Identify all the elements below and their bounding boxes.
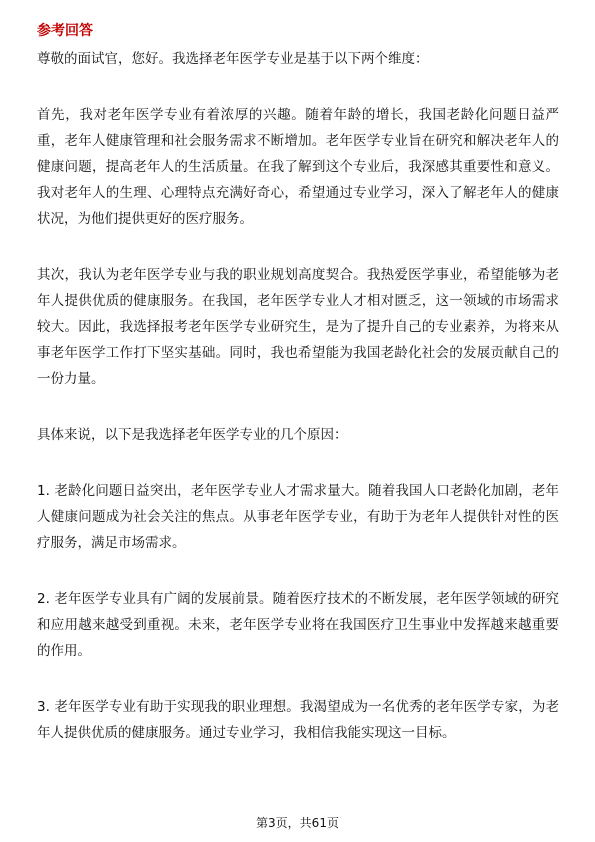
page-content: [37, 20, 559, 746]
paragraph-gap: [37, 664, 559, 694]
paragraph-first-reason: 首先，我对老年医学专业有着浓厚的兴趣。随着年龄的增长，我国老龄化问题日益严重，老年人健康管理和社会服务需求不断增加。老年医学专业旨在研究和解决老年人的健康问题，提高老年人的生活质量。在我了解到这个专业后，我深感其重要性和意义。我对老年人的生理、心理特点充满好奇心，希望通过专业学习，深入了解老年人的健康状况，为他们提供更好的医疗服务。: [37, 107, 559, 227]
paragraph-specific-intro: 具体来说，以下是我选择老年医学专业的几个原因：: [37, 427, 348, 443]
paragraph-second-reason: 其次，我认为老年医学专业与我的职业规划高度契合。我热爱医学事业，希望能够为老年人提供优质的健康服务。在我国，老年医学专业人才相对匮乏，这一领域的市场需求较大。因此，我选择报考老年医学专业研究生，是为了提升自己的专业素养，为将来从事老年医学工作打下坚实基础。同时，我也希望能为我国老龄化社会的发展贡献自己的一份力量。: [37, 267, 559, 387]
paragraph-gap: [37, 232, 559, 262]
paragraph-gap: [37, 448, 559, 478]
paragraph-gap: [37, 392, 559, 422]
paragraph-gap: [37, 556, 559, 586]
paragraph-greeting: 尊敬的面试官，您好。我选择老年医学专业是基于以下两个维度：: [37, 51, 429, 67]
list-item-3: 3. 老年医学专业有助于实现我的职业理想。我渴望成为一名优秀的老年医学专家，为老年人提供优质的健康服务。通过专业学习，我相信我能实现这一目标。: [37, 699, 559, 741]
page-number: 第3页，共61页: [256, 816, 339, 830]
list-item-2: 2. 老年医学专业具有广阔的发展前景。随着医疗技术的不断发展，老年医学领域的研究和应用越来越受到重视。未来，老年医学专业将在我国医疗卫生事业中发挥越来越重要的作用。: [37, 591, 559, 659]
paragraph-gap: [37, 72, 559, 102]
list-item-1: 1. 老龄化问题日益突出，老年医学专业人才需求量大。随着我国人口老龄化加剧，老年人健康问题成为社会关注的焦点。从事老年医学专业，有助于为老年人提供针对性的医疗服务，满足市场需求。: [37, 483, 559, 551]
section-heading: 参考回答: [37, 23, 93, 39]
